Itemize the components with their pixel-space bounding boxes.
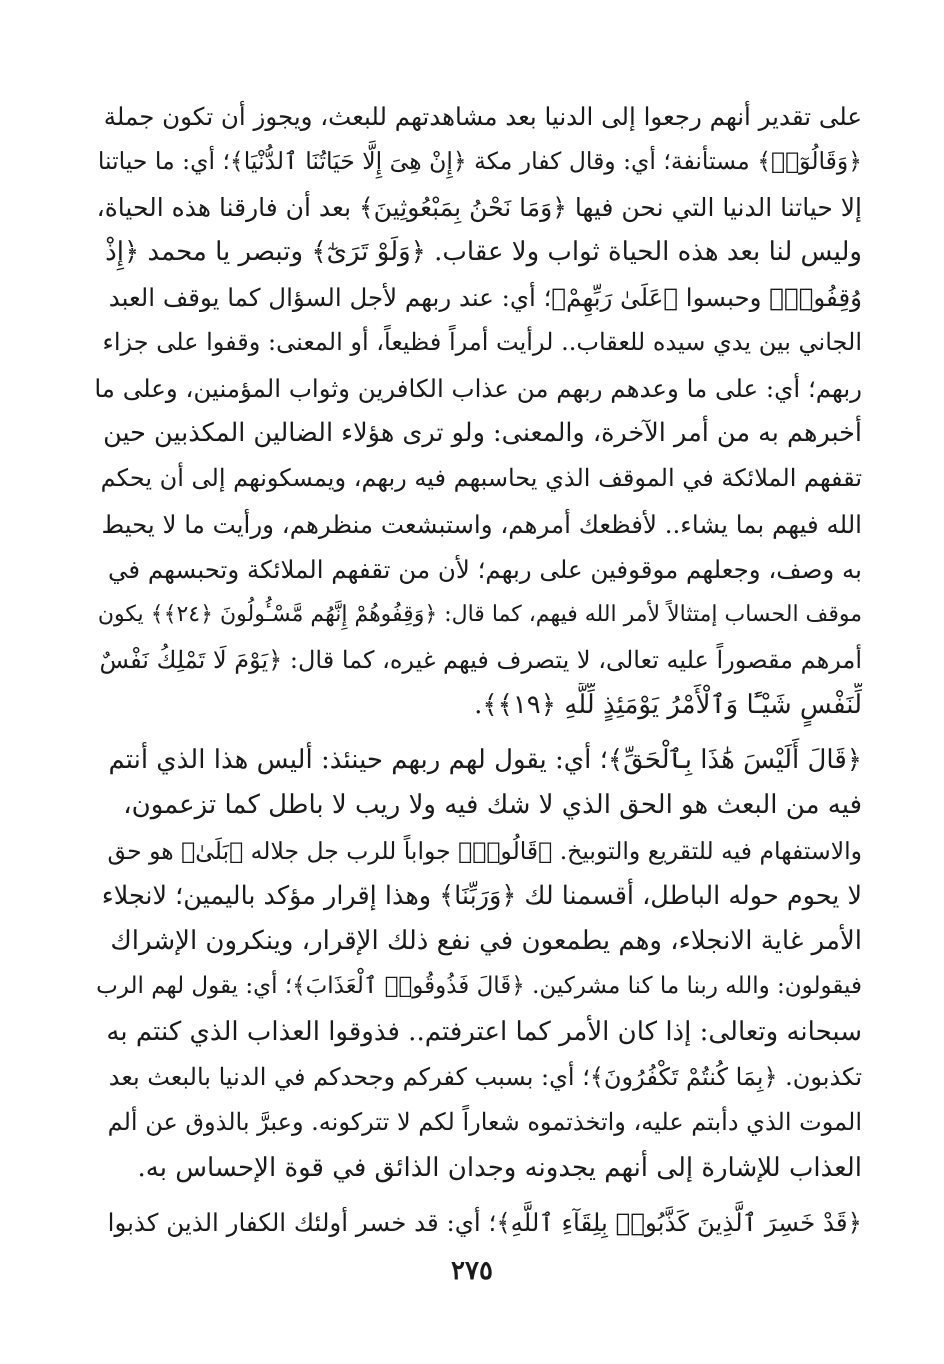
text-line: ربهم؛ أي: على ما وعدهم ربهم من عذاب الكافرين وثواب المؤمنين، وعلى ما [94, 373, 862, 403]
text-line: الله فيهم بما يشاء.. لأفظعك أمرهم، واستبشعت منظرهم، ورأيت ما لا يحيط [101, 509, 862, 539]
paragraph-3 [94, 1200, 862, 1245]
text-line: أخبرهم به من أمر الآخرة، والمعنى: ولو ترى هؤلاء الضالين المكذبين حين [103, 418, 862, 449]
text-line: وُقِفُوا۟﴾ وحبسوا ﴿عَلَىٰ رَبِّهِمْ﴾؛ أي: عند ربهم لأجل السؤال كما يوقف العبد [108, 283, 862, 313]
text-line: الجاني بين يدي سيده للعقاب.. لرأيت أمراً فظيعاً، أو المعنى: وقفوا على جزاء [102, 328, 862, 357]
text-line: أمرهم مقصوراً عليه تعالى، لا يتصرف فيهم غيره، كما قال: ﴿يَوْمَ لَا تَمْلِكُ نَفْسٌ [99, 645, 862, 674]
text-line: تقفهم الملائكة في الموقف الذي يحاسبهم فيه ربهم، ويمسكونهم إلى أن يحكم [100, 464, 862, 493]
text-line: ﴿قَالَ أَلَيْسَ هَٰذَا بِٱلْحَقِّ﴾؛ أي: يقول لهم ربهم حينئذ: أليس هذا الذي أنتم [108, 745, 862, 775]
text-line: فيقولون: والله ربنا ما كنا مشركين. ﴿قَالَ فَذُوقُوا۟ ٱلْعَذَابَ﴾؛ أي: يقول لهم الرب [96, 973, 862, 1000]
page-number: ٢٧٥ [451, 1256, 493, 1286]
text-line: لا يحوم حوله الباطل، أقسمنا لك ﴿وَرَبِّنَا﴾ وهذا إقرار مؤكد باليمين؛ لانجلاء [101, 880, 862, 911]
text-line: الموت الذي دأبتم عليه، واتخذتموه شعاراً لكم لا تتركونه. وعبرَّ بالذوق عن ألم [107, 1108, 862, 1137]
text-line: ﴿قَدْ خَسِرَ ٱلَّذِينَ كَذَّبُوا۟ بِلِقَآءِ ٱللَّهِ﴾؛ أي: قد خسر أولئك الكفار الذين كذبوا [107, 1208, 862, 1237]
paragraph-1 [94, 94, 862, 728]
paragraph-2 [94, 738, 862, 1191]
text-line: الأمر غاية الانجلاء، وهم يطمعون في نفع ذلك الإقرار، وينكرون الإشراك [110, 926, 862, 957]
text-line: والاستفهام فيه للتقريع والتوبيخ. ﴿قَالُوا۟﴾ جواباً للرب جل جلاله ﴿بَلَىٰ﴾ هو حق [107, 836, 862, 865]
text-line: إلا حياتنا الدنيا التي نحن فيها ﴿وَمَا نَحْنُ بِمَبْعُوثِينَ﴾ بعد أن فارقنا هذه الحياة، [96, 192, 862, 222]
text-line: لِّنَفْسٍ شَيْـًٔا وَٱلْأَمْرُ يَوْمَئِذٍ لِّلَّهِ ﴿١٩﴾﴾. [474, 689, 862, 720]
text-line: سبحانه وتعالى: إذا كان الأمر كما اعترفتم.. فذوقوا العذاب الذي كنتم به [106, 1016, 862, 1047]
text-line: ﴿وَقَالُوٓا۟﴾ مستأنفة؛ أي: وقال كفار مكة ﴿إِنْ هِىَ إِلَّا حَيَاتُنَا ٱلدُّنْيَا﴾؛ أي: ما حياتنا [97, 147, 862, 176]
text-line: العذاب للإشارة إلى أنهم يجدونه وجدان الذائق في قوة الإحساس به. [137, 1152, 862, 1183]
text-line: فيه من البعث هو الحق الذي لا شك فيه ولا ريب لا باطل كما تزعمون، [123, 790, 862, 821]
text-line: وليس لنا بعد هذه الحياة ثواب ولا عقاب. ﴿وَلَوْ تَرَىٰٓ﴾ وتبصر يا محمد ﴿إِذْ [105, 236, 862, 267]
text-line: به وصف، وجعلهم موقوفين على ربهم؛ لأن من تقفهم الملائكة وتحبسهم في [107, 554, 862, 584]
text-line: موقف الحساب إمتثالاً لأمر الله فيهم، كما قال: ﴿وَقِفُوهُمْ إِنَّهُم مَّسْـُٔولُونَ ﴿٢٤﴾﴾ يكون [97, 602, 862, 628]
text-line: على تقدير أنهم رجعوا إلى الدنيا بعد مشاهدتهم للبعث، ويجوز أن تكون جملة [103, 102, 862, 131]
text-line: تكذبون. ﴿بِمَا كُنتُمْ تَكْفُرُونَ﴾؛ أي: بسبب كفركم وجحدكم في الدنيا بالبعث بعد [108, 1063, 862, 1092]
